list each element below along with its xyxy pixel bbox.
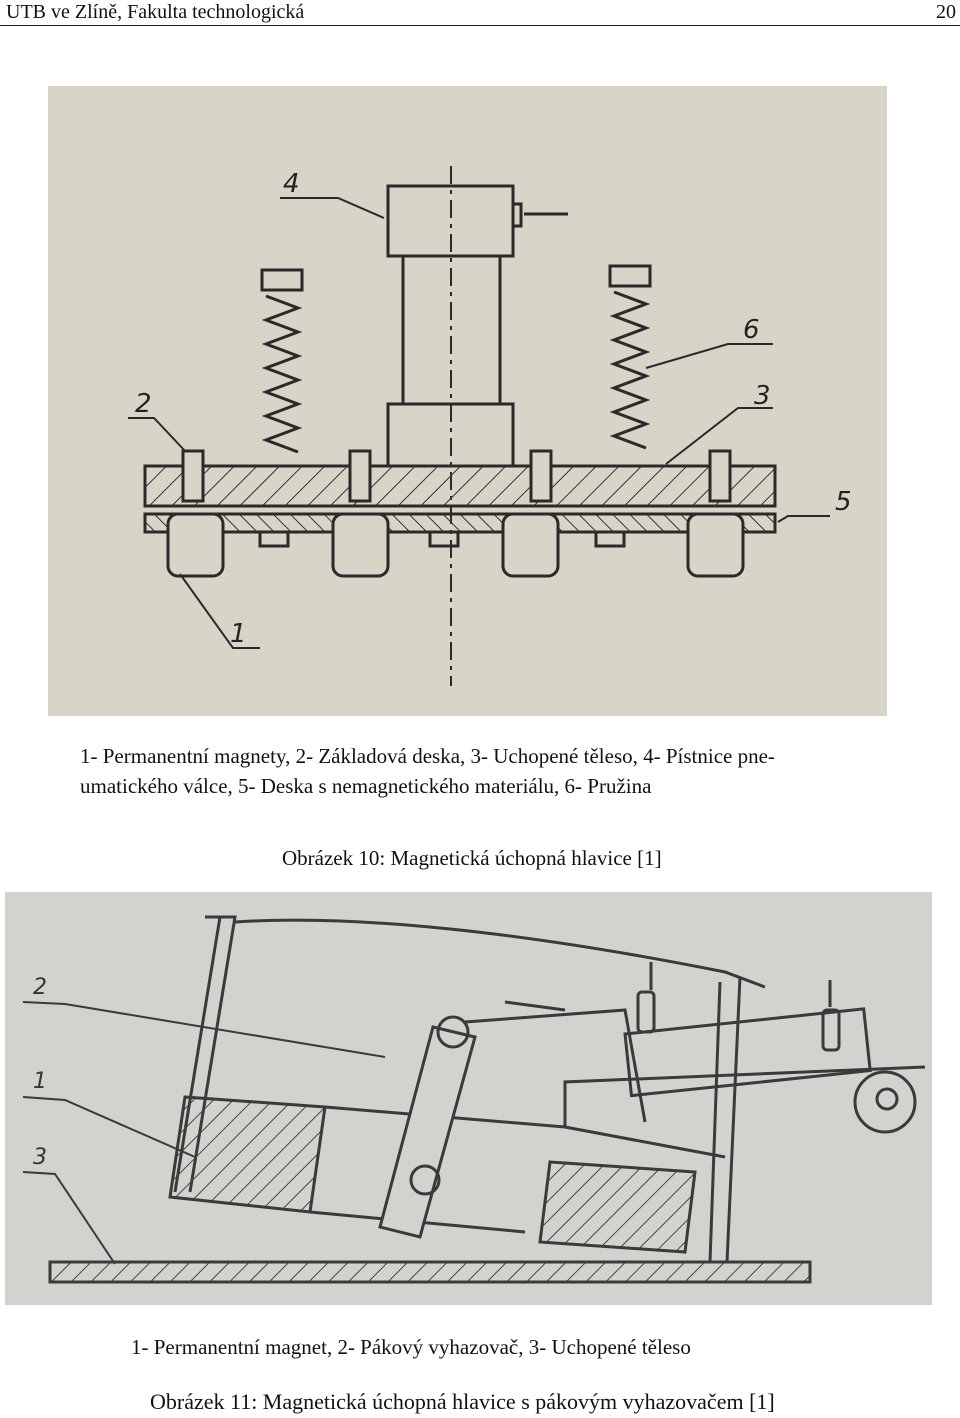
fig2-label-1: 1 bbox=[33, 1069, 47, 1094]
fig1-label-5: 5 bbox=[835, 487, 852, 517]
figure2-legend: 1- Permanentní magnet, 2- Pákový vyhazovač, 3- Uchopené těleso bbox=[131, 1335, 691, 1359]
header-title: UTB ve Zlíně, Fakulta technologická bbox=[6, 1, 305, 23]
technical-drawing-2 bbox=[5, 892, 932, 1305]
fig2-label-3: 3 bbox=[33, 1145, 47, 1170]
figure2-caption: Obrázek 11: Magnetická úchopná hlavice s pákovým vyhazovačem [1] bbox=[150, 1389, 775, 1414]
technical-drawing-1 bbox=[48, 86, 887, 716]
fig1-label-1: 1 bbox=[230, 619, 247, 649]
fig1-label-2: 2 bbox=[135, 389, 152, 419]
legend-line-2: umatického válce, 5- Deska s nemagnetického materiálu, 6- Pružina bbox=[80, 774, 652, 798]
legend-line-1: 1- Permanentní magnety, 2- Základová deska, 3- Uchopené těleso, 4- Pístnice pne- bbox=[80, 744, 775, 768]
figure-magnetic-gripper bbox=[48, 86, 887, 716]
page-header bbox=[0, 0, 960, 26]
page-number: 20 bbox=[936, 1, 956, 23]
figure1-legend bbox=[80, 746, 900, 806]
fig1-label-3: 3 bbox=[754, 381, 771, 411]
figure1-caption: Obrázek 10: Magnetická úchopná hlavice [1] bbox=[282, 846, 662, 870]
fig2-label-2: 2 bbox=[33, 975, 47, 1000]
figure-lever-ejector-gripper bbox=[5, 892, 932, 1305]
fig1-label-6: 6 bbox=[743, 315, 760, 345]
fig1-label-4: 4 bbox=[283, 169, 300, 199]
